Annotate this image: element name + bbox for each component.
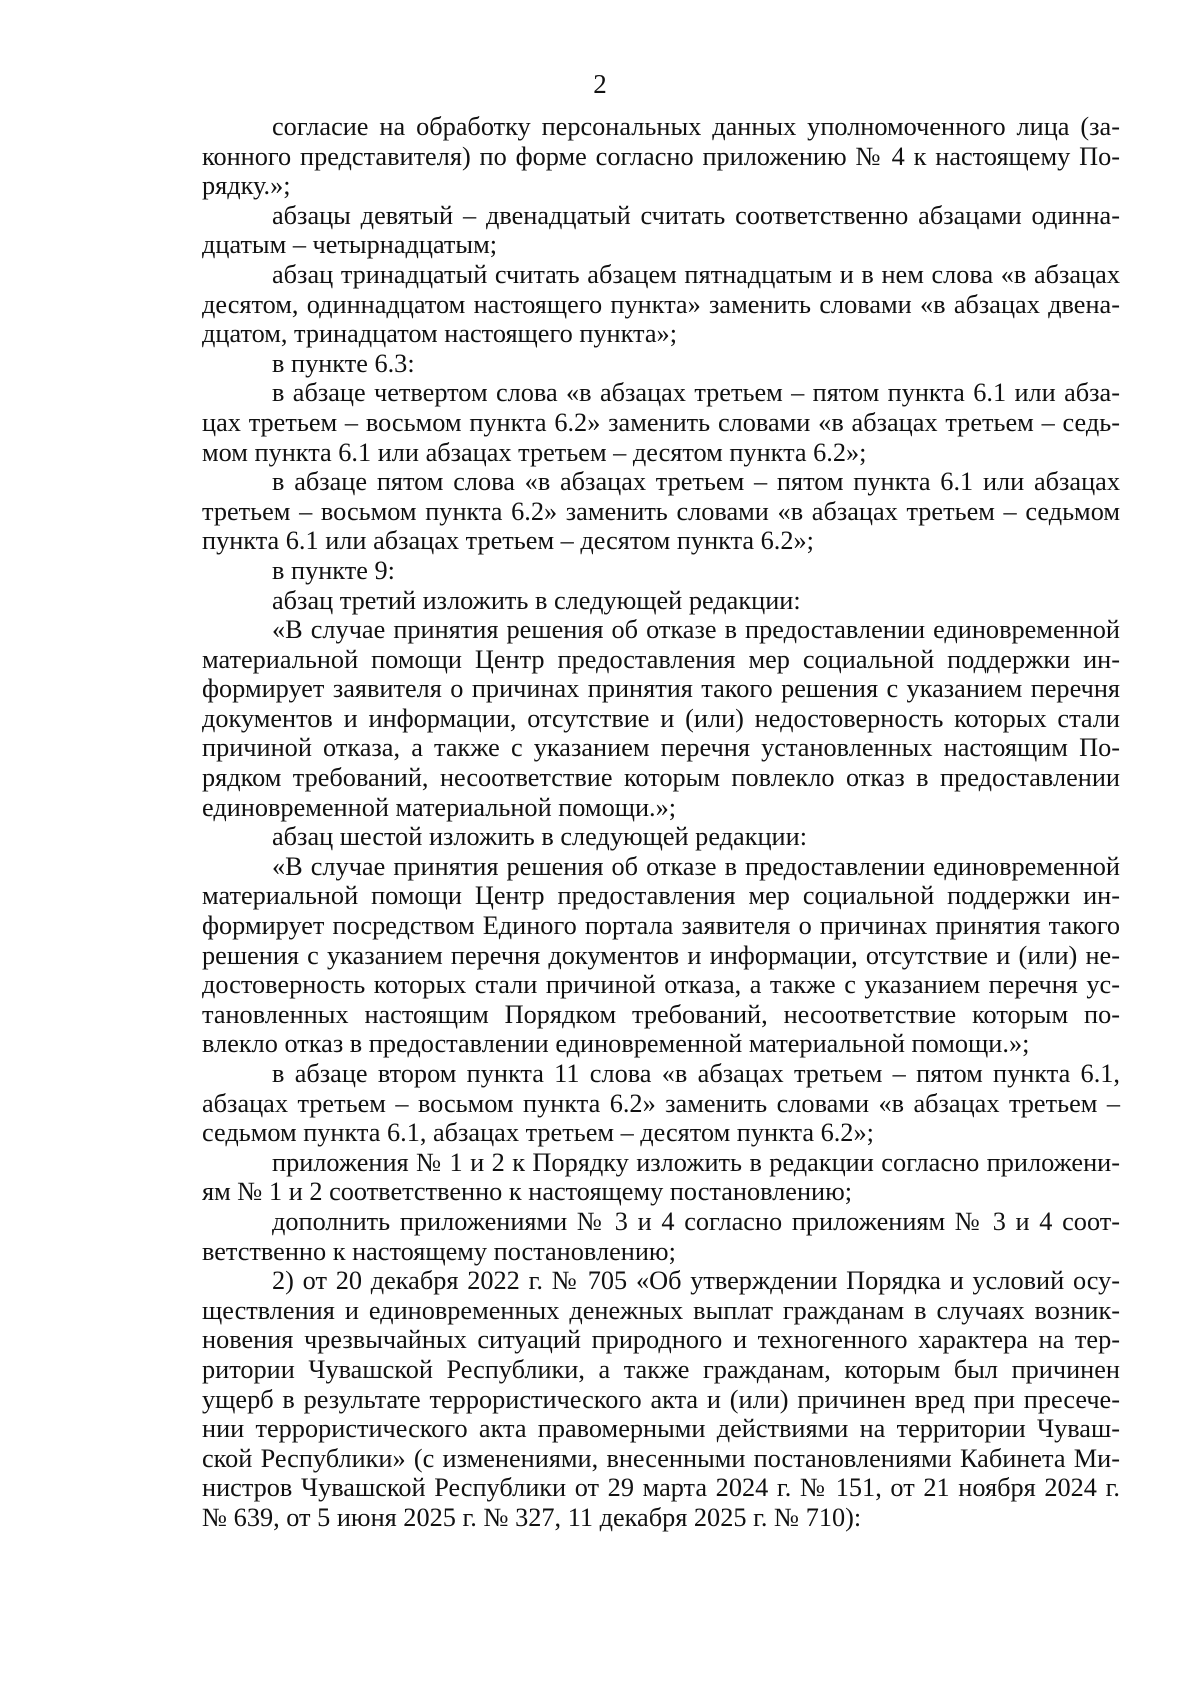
paragraph: «В случае принятия решения об отказе в предоставлении единовременной материальной помощи Центр предоставления мер социальной поддержки информирует заявителя о причинах принятия такого решения с указанием перечня документов и информации, отсутствие и (или) недостоверность которых стали причиной отказа, а также с указанием перечня установленных настоящим Порядком требований, несоответствие которым повлекло отказ в предоставлении единовременной материальной помощи.»; (202, 615, 1120, 822)
page-number: 2 (593, 69, 607, 99)
paragraph: «В случае принятия решения об отказе в предоставлении единовременной материальной помощи Центр предоставления мер социальной поддержки информирует посредством Единого портала заявителя о причинах принятия такого решения с указанием перечня документов и информации, отсутствие и (или) недостоверность которых стали причиной отказа, а также с указанием перечня установленных настоящим Порядком требований, несоответствие которым повлекло отказ в предоставлении единовременной материальной помощи.»; (202, 851, 1120, 1059)
paragraph: приложения № 1 и 2 к Порядку изложить в редакции согласно приложениям № 1 и 2 соответственно к настоящему постановлению; (202, 1147, 1120, 1207)
paragraph: в пункте 9: (272, 555, 395, 585)
paragraph: абзац третий изложить в следующей редакции: (272, 585, 801, 615)
paragraph: в пункте 6.3: (272, 348, 415, 378)
paragraph: согласие на обработку персональных данных уполномоченного лица (законного представителя) по форме согласно приложению № 4 к настоящему Порядку.»; (202, 112, 1120, 201)
paragraph: абзац тринадцатый считать абзацем пятнадцатым и в нем слова «в абзацах десятом, одиннадцатом настоящего пункта» заменить словами «в абзацах двенадцатом, тринадцатом настоящего пункта»; (202, 259, 1120, 349)
paragraph: в абзаце четвертом слова «в абзацах третьем – пятом пункта 6.1 или абзацах третьем – восьмом пункта 6.2» заменить словами «в абзацах третьем – седьмом пункта 6.1 или абзацах третьем – десятом пункта 6.2»; (202, 378, 1120, 467)
document-body (202, 112, 1120, 1533)
paragraph: в абзаце втором пункта 11 слова «в абзацах третьем – пятом пункта 6.1, абзацах третьем – восьмом пункта 6.2» заменить словами «в абзацах третьем – седьмом пункта 6.1, абзацах третьем – десятом пункта 6.2»; (202, 1059, 1120, 1148)
paragraph: абзац шестой изложить в следующей редакции: (272, 822, 808, 852)
paragraph: в абзаце пятом слова «в абзацах третьем – пятом пункта 6.1 или абзацах третьем – восьмом пункта 6.2» заменить словами «в абзацах третьем – седьмом пункта 6.1 или абзацах третьем – десятом пункта 6.2»; (202, 467, 1120, 556)
paragraph: 2) от 20 декабря 2022 г. № 705 «Об утверждении Порядка и условий осуществления и единовременных денежных выплат гражданам в случаях возникновения чрезвычайных ситуаций природного и техногенного характера на территории Чувашской Республики, а также гражданам, которым был причинен ущерб в результате террористического акта и (или) причинен вред при пресечении террористического акта правомерными действиями на территории Чувашской Республики» (с изменениями, внесенными постановлениями Кабинета Министров Чувашской Республики от 29 марта 2024 г. № 151, от 21 ноября 2024 г. № 639, от 5 июня 2025 г. № 327, 11 декабря 2025 г. № 710): (202, 1266, 1120, 1532)
paragraph: абзацы девятый – двенадцатый считать соответственно абзацами одиннадцатым – четырнадцатым; (202, 200, 1120, 260)
paragraph: дополнить приложениями № 3 и 4 согласно приложениям № 3 и 4 соответственно к настоящему постановлению; (202, 1206, 1120, 1266)
